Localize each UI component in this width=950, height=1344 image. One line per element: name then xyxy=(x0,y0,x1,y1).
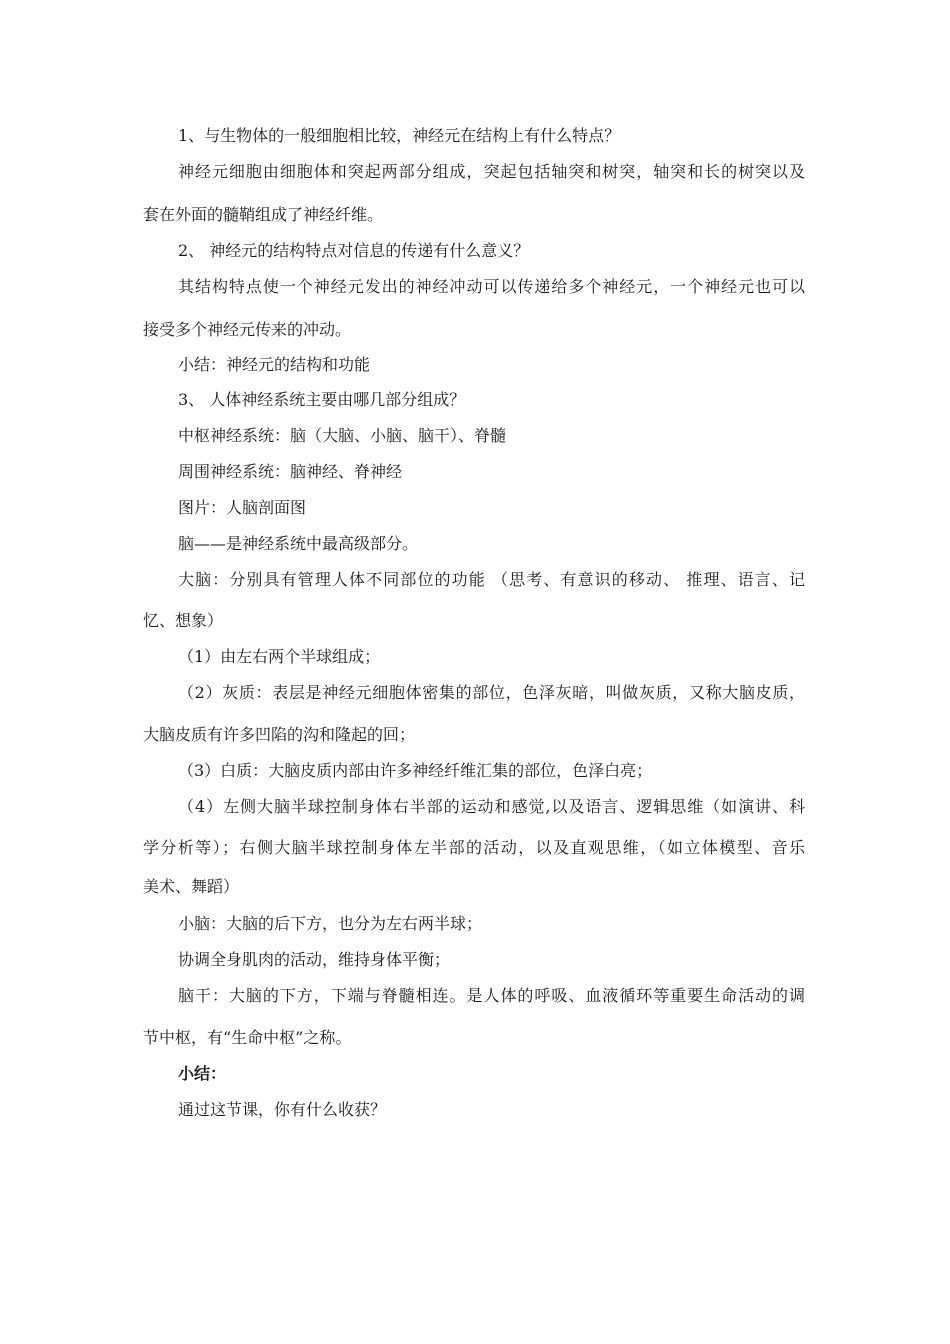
summary-neuron: 小结：神经元的结构和功能 xyxy=(178,355,371,374)
cerebellum-position: 小脑：大脑的后下方，也分为左右两半球； xyxy=(178,914,483,933)
answer-1-line-2: 套在外面的髓鞘组成了神经纤维。 xyxy=(143,205,384,224)
peripheral-nervous-system: 周围神经系统：脑神经、脊神经 xyxy=(178,462,403,481)
cerebrum-line-2: 忆、想象） xyxy=(143,611,224,630)
question-1: 1、与生物体的一般细胞相比较，神经元在结构上有什么特点？ xyxy=(178,126,621,145)
cerebrum-line-1: 大脑：分别具有管理人体不同部位的功能 （思考、有意识的移动、 推理、语言、记 xyxy=(178,570,805,589)
answer-2-line-1: 其结构特点使一个神经元发出的神经冲动可以传递给多个神经元，一个神经元也可以 xyxy=(178,277,805,296)
cerebrum-point-1: （1）由左右两个半球组成； xyxy=(178,647,381,666)
cerebrum-point-2-line-2: 大脑皮质有许多凹陷的沟和隆起的回； xyxy=(143,725,416,744)
cerebrum-point-4-line-3: 美术、舞蹈） xyxy=(143,877,240,896)
answer-2-line-2: 接受多个神经元传来的冲动。 xyxy=(143,320,352,339)
brainstem-line-1: 脑干：大脑的下方，下端与脊髓相连。是人体的呼吸、血液循环等重要生命活动的调 xyxy=(178,986,805,1005)
brain-definition: 脑——是神经系统中最高级部分。 xyxy=(178,534,419,553)
cerebrum-point-4-line-1: （4）左侧大脑半球控制身体右半部的运动和感觉,以及语言、逻辑思维（如演讲、科 xyxy=(178,797,805,816)
question-2: 2、 神经元的结构特点对信息的传递有什么意义？ xyxy=(178,241,530,260)
central-nervous-system: 中枢神经系统：脑（大脑、小脑、脑干）、脊髓 xyxy=(178,426,507,445)
summary-heading: 小结： xyxy=(178,1064,227,1083)
cerebrum-point-4-line-2: 学分析等）；右侧大脑半球控制身体左半部的活动，以及直观思维，（如立体模型、音乐 xyxy=(143,838,805,857)
question-3: 3、 人体神经系统主要由哪几部分组成？ xyxy=(178,390,466,409)
closing-question: 通过这节课，你有什么收获？ xyxy=(178,1100,387,1119)
cerebrum-point-3: （3）白质：大脑皮质内部由许多神经纤维汇集的部位，色泽白亮； xyxy=(178,761,653,780)
brainstem-line-2: 节中枢，有“生命中枢”之称。 xyxy=(143,1028,352,1047)
answer-1-line-1: 神经元细胞由细胞体和突起两部分组成，突起包括轴突和树突，轴突和长的树突以及 xyxy=(178,162,805,181)
picture-caption: 图片：人脑剖面图 xyxy=(178,498,307,517)
cerebrum-point-2-line-1: （2）灰质：表层是神经元细胞体密集的部位，色泽灰暗，叫做灰质，又称大脑皮质， xyxy=(178,683,805,702)
cerebellum-function: 协调全身肌肉的活动，维持身体平衡； xyxy=(178,950,451,969)
